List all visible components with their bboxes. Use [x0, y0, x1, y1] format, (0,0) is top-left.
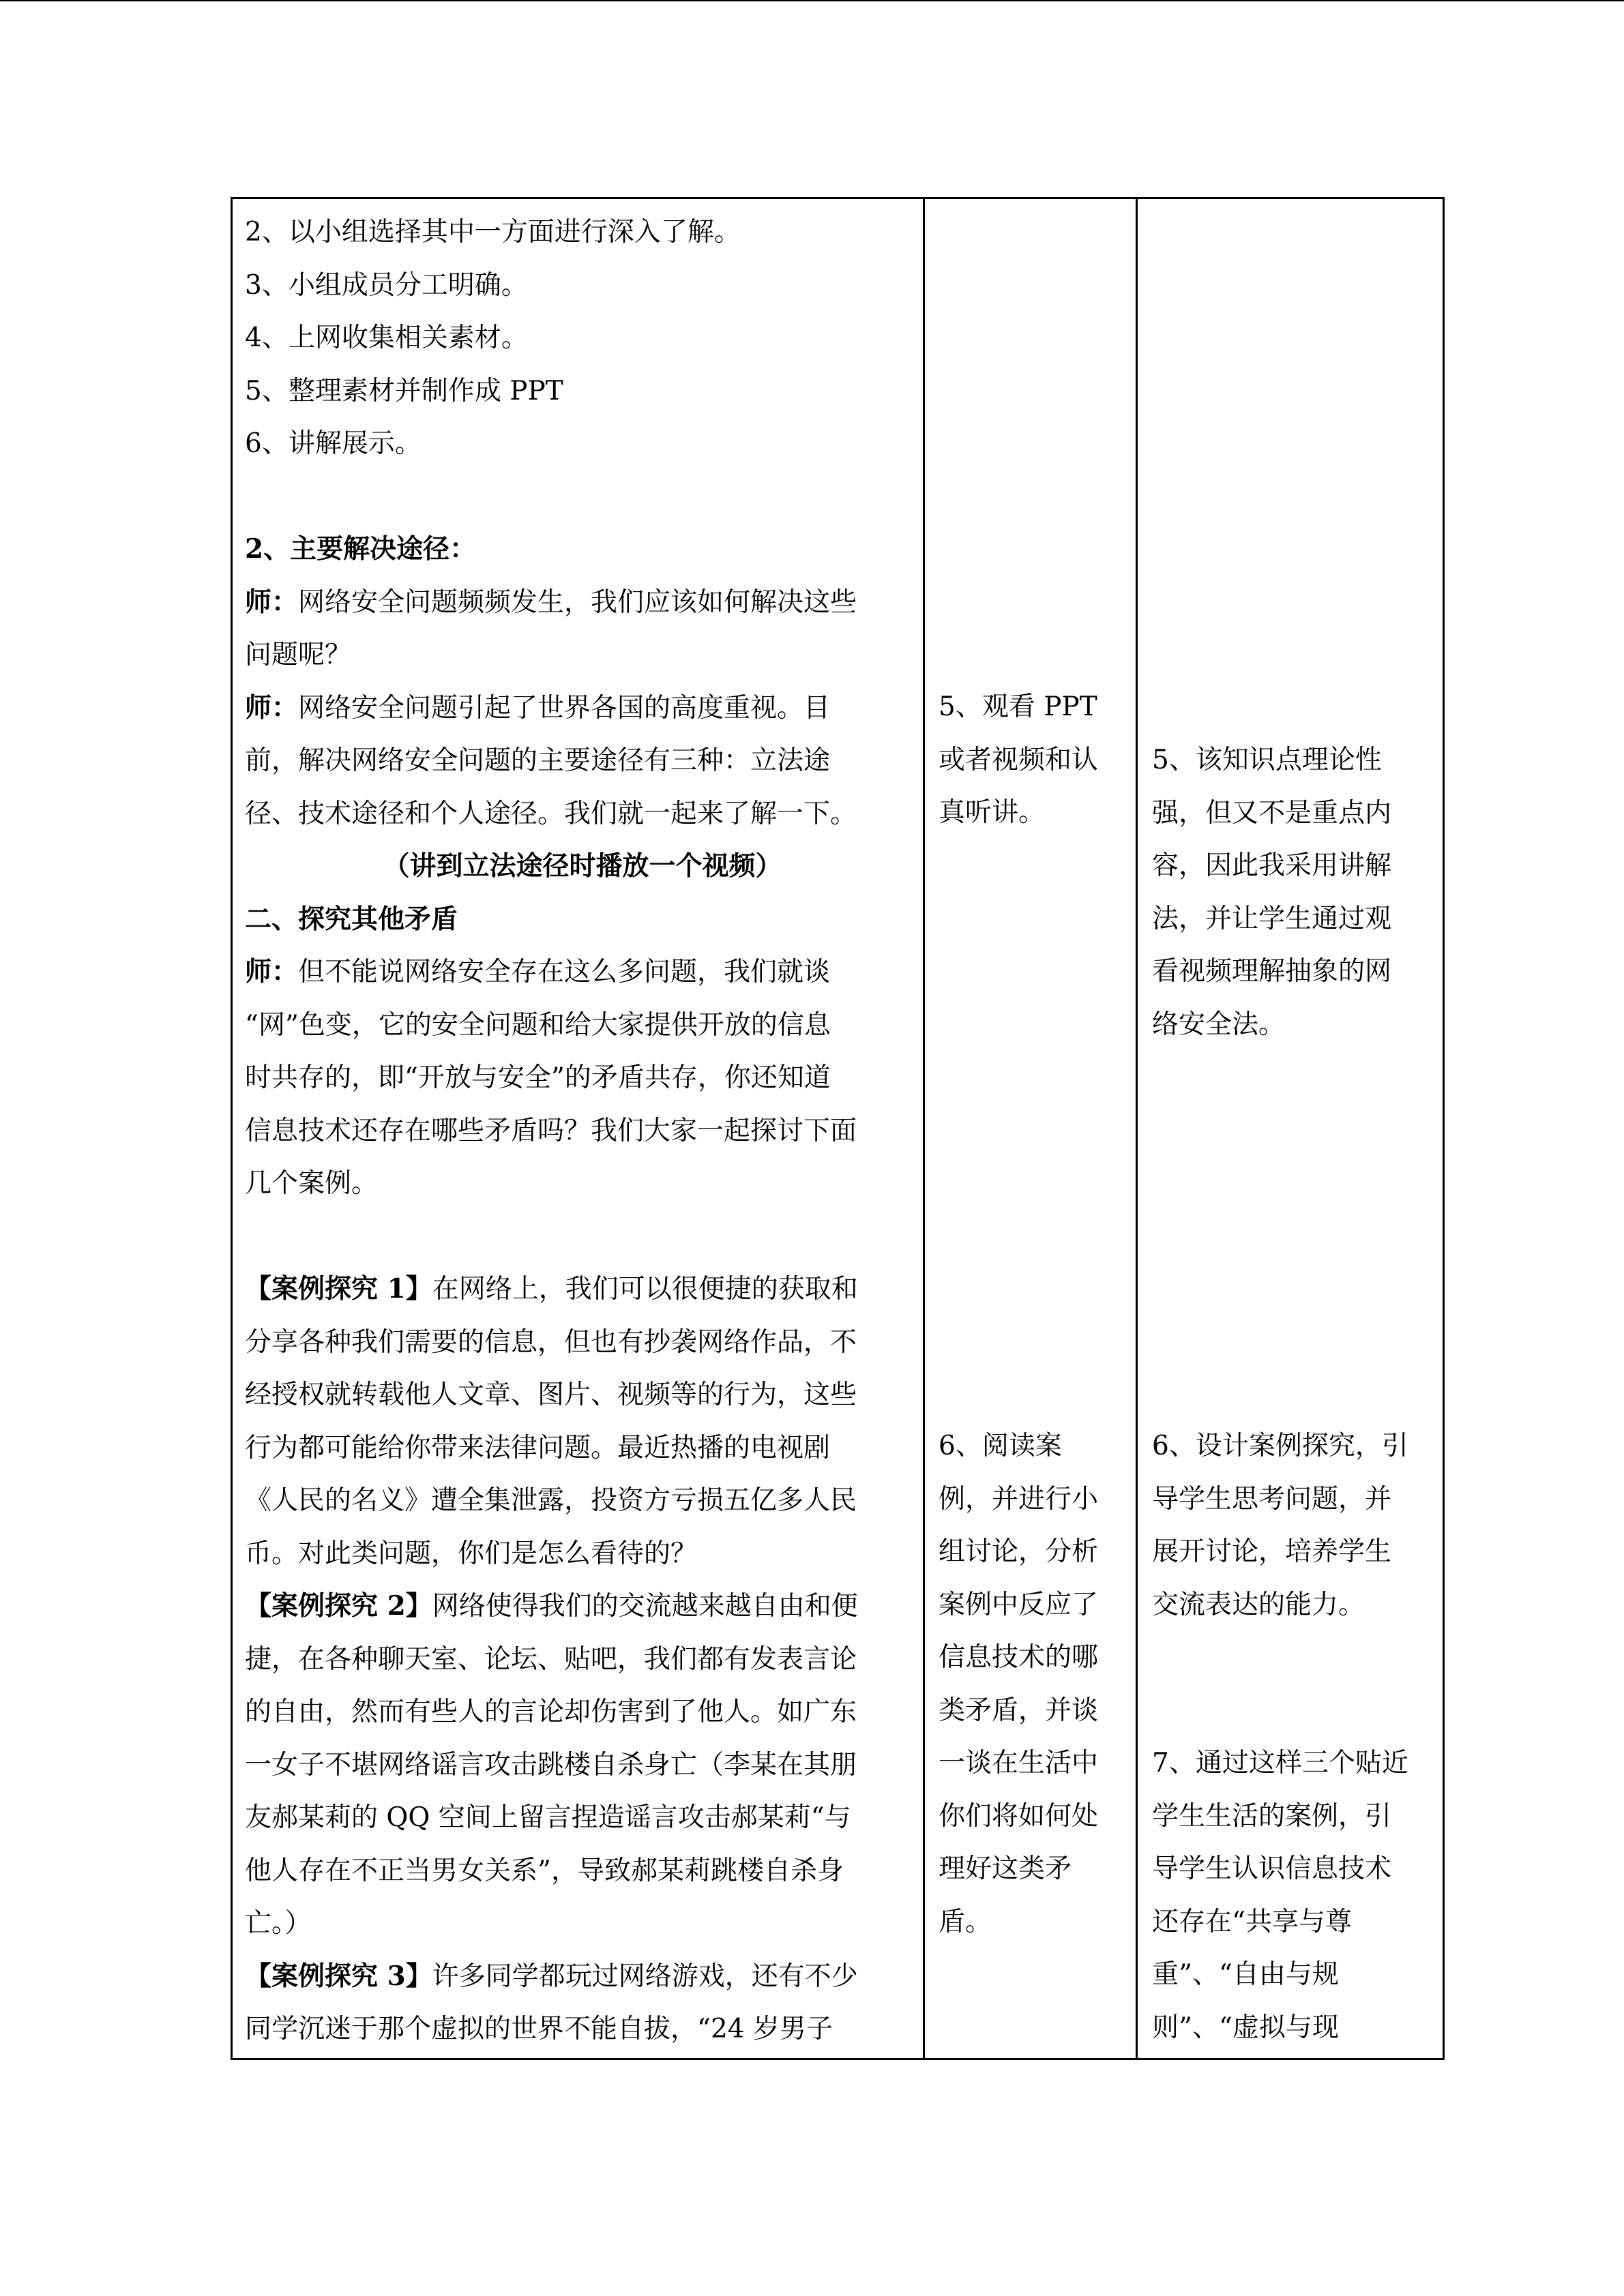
blank-line: [245, 1210, 920, 1264]
text-line: [245, 523, 920, 576]
text-segment: 友郝某莉的 QQ 空间上留言捏造谣言攻击郝某莉“与: [245, 1802, 851, 1833]
text-line: [245, 629, 920, 682]
text-segment: 几个案例。: [245, 1168, 379, 1199]
text-segment: 径、技术途径和个人途径。我们就一起来了解一下。: [245, 798, 857, 829]
text-segment: 时共存的，即“开放与安全”的矛盾共存，你还知道: [245, 1062, 831, 1093]
text-line: [245, 1263, 920, 1316]
text-segment: 但不能说网络安全存在这么多问题，我们就谈: [298, 957, 831, 987]
text-line: 法，并让学生通过观: [1152, 903, 1392, 934]
text-segment: 的自由，然而有些人的言论却伤害到了他人。如广东: [245, 1697, 857, 1727]
blank-line: [245, 471, 920, 524]
text-segment: 师：: [245, 586, 299, 618]
text-segment: 【案例探究 3】: [245, 1960, 432, 1992]
student-activity-column: [939, 199, 1133, 2058]
text-segment: 6、讲解展示。: [245, 428, 422, 459]
text-line: [245, 893, 920, 946]
text-segment: 师：: [245, 956, 299, 987]
text-line: [245, 1422, 920, 1475]
text-line: [245, 1633, 920, 1686]
text-line: 看视频理解抽象的网: [1152, 956, 1392, 987]
text-segment: 【案例探究 1】: [245, 1273, 432, 1304]
text-line: [245, 1950, 920, 2003]
text-line: [245, 259, 920, 312]
text-line: 展开讨论，培养学生: [1152, 1536, 1392, 1567]
text-line: [245, 682, 920, 735]
text-line: [245, 1580, 920, 1633]
text-line: 导学生思考问题，并: [1152, 1483, 1392, 1515]
text-segment: 网络安全问题频频发生，我们应该如何解决这些: [298, 586, 857, 618]
student-activity-block-5: [939, 681, 1098, 839]
design-intent-block-6: [1152, 1420, 1408, 1631]
text-segment: 3、小组成员分工明确。: [245, 269, 528, 301]
text-segment: 在网络上，我们可以很便捷的获取和: [432, 1274, 858, 1304]
text-segment: “网”色变，它的安全问题和给大家提供开放的信息: [245, 1009, 831, 1041]
text-segment: 捷，在各种聊天室、论坛、贴吧，我们都有发表言论: [245, 1643, 857, 1675]
text-line: [245, 1157, 920, 1210]
design-intent-block-5: [1152, 734, 1391, 1051]
text-line: 案例中反应了: [939, 1589, 1099, 1620]
text-line: 一谈在生活中: [939, 1748, 1099, 1778]
text-segment: 网络安全问题引起了世界各国的高度重视。目: [298, 692, 831, 724]
text-line: [245, 1845, 920, 1898]
text-line: [245, 1739, 920, 1792]
text-segment: 2、主要解决途径：: [245, 533, 477, 565]
text-line: [245, 734, 920, 788]
text-line: 真听讲。: [939, 797, 1046, 828]
text-line: [245, 1791, 920, 1845]
text-segment: 问题呢？: [245, 640, 352, 670]
text-segment: 同学沉迷于那个虚拟的世界不能自拔，“24 岁男子: [245, 2014, 833, 2044]
text-line: 理好这类矛: [939, 1853, 1072, 1884]
text-segment: 师：: [245, 691, 299, 724]
text-line: [245, 1052, 920, 1105]
text-segment: 前，解决网络安全问题的主要途径有三种：立法途: [245, 745, 831, 776]
text-line: 信息技术的哪: [939, 1642, 1099, 1673]
text-line: [245, 206, 920, 259]
text-segment: 【案例探究 2】: [245, 1590, 432, 1622]
lesson-plan-table: [231, 197, 1445, 2060]
text-line: 5、该知识点理论性: [1152, 745, 1382, 775]
text-line: [245, 946, 920, 999]
text-line: [245, 1527, 920, 1581]
text-line: [245, 417, 920, 471]
text-line: 重”、“自由与规: [1152, 1959, 1339, 1990]
text-segment: 许多同学都玩过网络游戏，还有不少: [432, 1960, 858, 1992]
text-line: [245, 1105, 920, 1158]
text-line: 还存在“共享与尊: [1152, 1906, 1352, 1937]
text-line: 盾。: [939, 1906, 992, 1937]
text-segment: 行为都可能给你带来法律问题。最近热播的电视剧: [245, 1432, 831, 1463]
text-line: 例，并进行小: [939, 1483, 1099, 1515]
text-line: [245, 1474, 920, 1527]
text-line: 学生生活的案例，引: [1152, 1800, 1392, 1832]
text-line: 强，但又不是重点内: [1152, 797, 1392, 829]
text-segment: 一女子不堪网络谣言攻击跳楼自杀身亡（李某在其朋: [245, 1749, 857, 1780]
text-segment: 信息技术还存在哪些矛盾吗？我们大家一起探讨下面: [245, 1115, 857, 1146]
page-top-border: [0, 0, 1624, 1]
text-line: [245, 312, 920, 365]
text-segment: 二、探究其他矛盾: [245, 903, 458, 935]
text-segment: 《人民的名义》遭全集泄露，投资方亏损五亿多人民: [245, 1485, 857, 1516]
text-segment: 4、上网收集相关素材。: [245, 323, 528, 353]
text-line: 则”、“虚拟与现: [1152, 2012, 1339, 2043]
text-line: [245, 1897, 920, 1950]
text-line: 络安全法。: [1152, 1009, 1286, 1040]
text-line: 5、观看 PPT: [939, 691, 1097, 722]
text-line: 交流表达的能力。: [1152, 1589, 1365, 1620]
text-line: 6、设计案例探究，引: [1152, 1431, 1408, 1461]
teaching-process-column: [245, 206, 920, 2058]
text-line: 或者视频和认: [939, 744, 1099, 775]
text-line: [245, 576, 920, 629]
text-segment: 5、整理素材并制作成 PPT: [245, 375, 563, 406]
text-line: [245, 840, 920, 893]
text-segment: 分享各种我们需要的信息，但也有抄袭网络作品，不: [245, 1326, 857, 1358]
column-divider-1: [923, 199, 925, 2058]
text-segment: 网络使得我们的交流越来越自由和便: [432, 1591, 858, 1622]
text-line: [245, 999, 920, 1052]
design-intent-block-7: [1152, 1737, 1408, 2054]
text-line: [245, 1686, 920, 1739]
column-divider-2: [1136, 199, 1138, 2058]
text-line: 容，因此我采用讲解: [1152, 850, 1392, 881]
text-line: 类矛盾，并谈: [939, 1695, 1099, 1726]
text-segment: 亡。）: [245, 1908, 312, 1939]
text-segment: （讲到立法途径时播放一个视频）: [383, 850, 782, 882]
text-line: [245, 2003, 920, 2056]
text-line: 6、阅读案: [939, 1431, 1062, 1461]
text-line: [245, 365, 920, 418]
text-segment: 币。对此类问题，你们是怎么看待的？: [245, 1538, 698, 1569]
text-line: 导学生认识信息技术: [1152, 1853, 1392, 1884]
student-activity-block-6: [939, 1420, 1098, 1948]
text-segment: 经授权就转载他人文章、图片、视频等的行为，这些: [245, 1380, 857, 1410]
design-intent-column: [1152, 199, 1432, 2058]
text-line: [245, 1369, 920, 1422]
text-line: 7、通过这样三个贴近: [1152, 1748, 1408, 1778]
text-segment: 2、以小组选择其中一方面进行深入了解。: [245, 217, 741, 248]
text-line: 组讨论，分析: [939, 1536, 1099, 1567]
text-segment: 他人存在不正当男女关系”，导致郝某莉跳楼自杀身: [245, 1855, 844, 1886]
text-line: 你们将如何处: [939, 1800, 1099, 1832]
text-line: [245, 1316, 920, 1369]
text-line: [245, 788, 920, 841]
